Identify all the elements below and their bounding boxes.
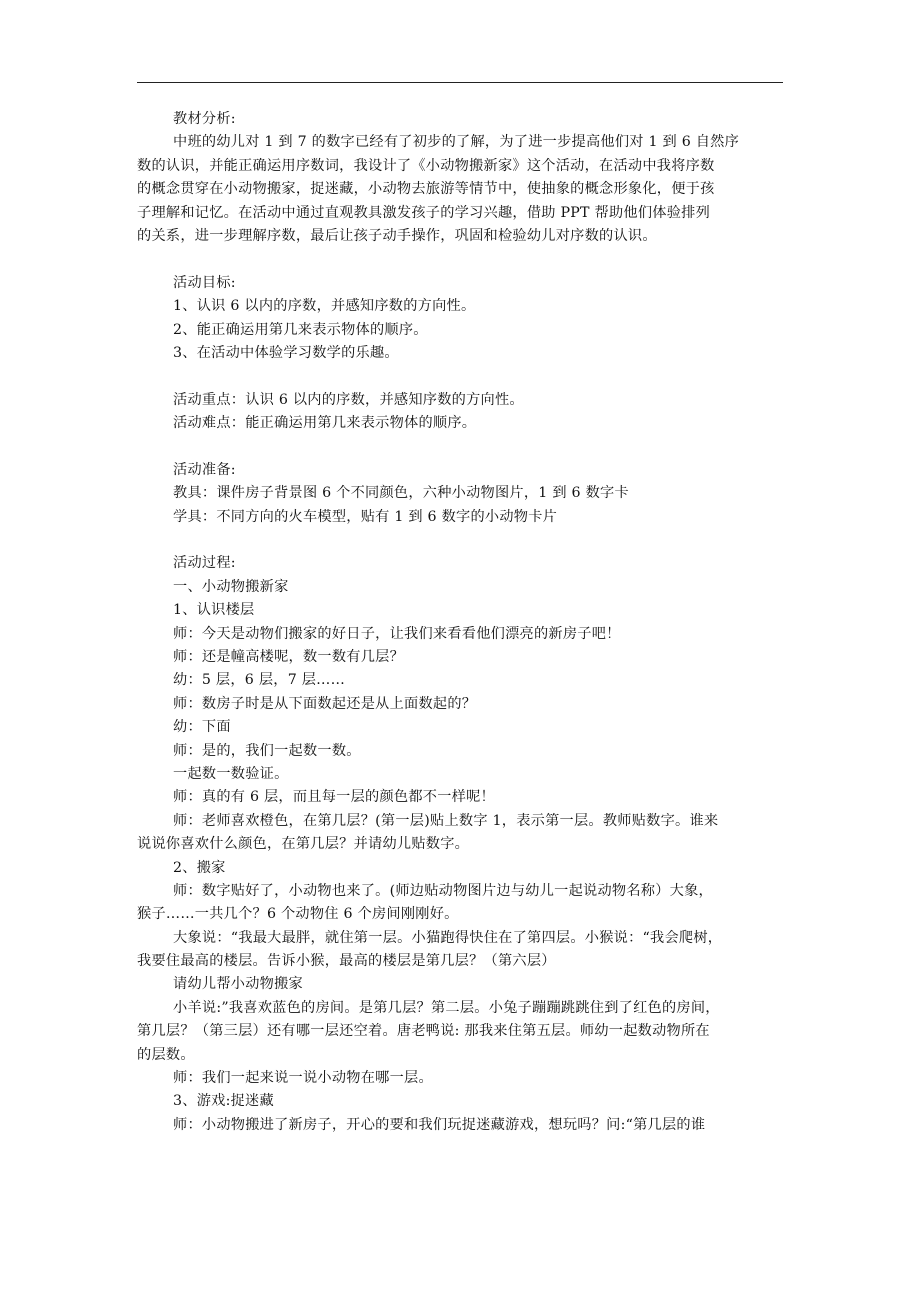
blank-line xyxy=(137,529,787,552)
text-line: 活动重点：认识 6 以内的序数，并感知序数的方向性。 xyxy=(173,391,524,408)
blank-line xyxy=(137,365,787,388)
text-line: 活动目标: xyxy=(173,274,236,291)
text-line: 猴子……一共几个？6 个动物住 6 个房间刚刚好。 xyxy=(137,906,459,923)
text-line: 师：小动物搬进了新房子，开心的要和我们玩捉迷藏游戏，想玩吗？问:“第几层的谁 xyxy=(173,1116,706,1133)
text-line: 的概念贯穿在小动物搬家，捉迷藏，小动物去旅游等情节中，使抽象的概念形象化，便于孩 xyxy=(137,181,715,198)
text-line: 3、在活动中体验学习数学的乐趣。 xyxy=(173,344,399,361)
document-body xyxy=(137,108,787,1137)
text-line: 的层数。 xyxy=(137,1046,195,1063)
text-line: 师：数房子时是从下面数起还是从上面数起的？ xyxy=(173,695,477,712)
text-line: 请幼儿帮小动物搬家 xyxy=(173,976,303,993)
text-line: 师：数字贴好了，小动物也来了。(师边贴动物图片边与幼儿一起说动物名称）大象， xyxy=(173,882,713,899)
text-line: 中班的幼儿对 1 到 7 的数字已经有了初步的了解，为了进一步提高他们对 1 到 6 自然序 xyxy=(173,134,740,151)
text-line: 活动准备: xyxy=(173,461,236,478)
text-line: 师：老师喜欢橙色，在第几层？(第一层)贴上数字 1，表示第一层。教师贴数字。谁来 xyxy=(173,812,719,829)
text-line: 师：真的有 6 层，而且每一层的颜色都不一样呢！ xyxy=(173,789,495,806)
text-line: 活动过程: xyxy=(173,555,236,572)
text-line: 一、小动物搬新家 xyxy=(173,578,289,595)
text-line: 学具：不同方向的火车模型，贴有 1 到 6 数字的小动物卡片 xyxy=(173,508,558,525)
header-rule xyxy=(137,82,783,83)
text-line: 2、能正确运用第几来表示物体的顺序。 xyxy=(173,321,428,338)
blank-line xyxy=(137,248,787,271)
text-line: 教材分析: xyxy=(173,111,236,127)
text-line: 活动难点：能正确运用第几来表示物体的顺序。 xyxy=(173,415,477,432)
text-line: 数的认识，并能正确运用序数词，我设计了《小动物搬新家》这个活动，在活动中我将序数 xyxy=(137,157,715,174)
text-line: 1、认识 6 以内的序数，并感知序数的方向性。 xyxy=(173,298,476,315)
text-line: 的关系，进一步理解序数，最后让孩子动手操作，巩固和检验幼儿对序数的认识。 xyxy=(137,227,657,244)
text-line: 师：今天是动物们搬家的好日子，让我们来看看他们漂亮的新房子吧！ xyxy=(173,625,621,642)
text-line: 2、搬家 xyxy=(173,859,226,876)
text-line: 一起数一数验证。 xyxy=(173,765,289,782)
text-line: 教具：课件房子背景图 6 个不同颜色，六种小动物图片，1 到 6 数字卡 xyxy=(173,485,629,502)
text-line: 说说你喜欢什么颜色，在第几层？并请幼儿贴数字。 xyxy=(137,836,470,853)
blank-line xyxy=(137,435,787,458)
text-line: 子理解和记忆。在活动中通过直观教具激发孩子的学习兴趣，借助 PPT 帮助他们体验排列 xyxy=(137,204,711,221)
text-line: 大象说：“我最大最胖，就住第一层。小猫跑得快住在了第四层。小猴说：“我会爬树， xyxy=(173,929,723,946)
text-line: 师：还是幢高楼呢，数一数有几层？ xyxy=(173,648,405,665)
text-line: 幼：5 层，6 层，7 层…… xyxy=(173,672,346,689)
text-line: 小羊说:”我喜欢蓝色的房间。是第几层？第二层。小兔子蹦蹦跳跳住到了红色的房间， xyxy=(173,999,720,1016)
text-line: 师：我们一起来说一说小动物在哪一层。 xyxy=(173,1070,433,1087)
text-line: 3、游戏:捉迷藏 xyxy=(173,1093,274,1110)
text-line: 1、认识楼层 xyxy=(173,602,255,619)
text-line: 第几层？（第三层）还有哪一层还空着。唐老鸭说: 那我来住第五层。师幼一起数动物所在 xyxy=(137,1023,710,1040)
text-line: 我要住最高的楼层。告诉小猴，最高的楼层是第几层？（第六层） xyxy=(137,953,556,970)
text-line: 幼：下面 xyxy=(173,719,231,736)
text-line: 师：是的，我们一起数一数。 xyxy=(173,742,361,759)
